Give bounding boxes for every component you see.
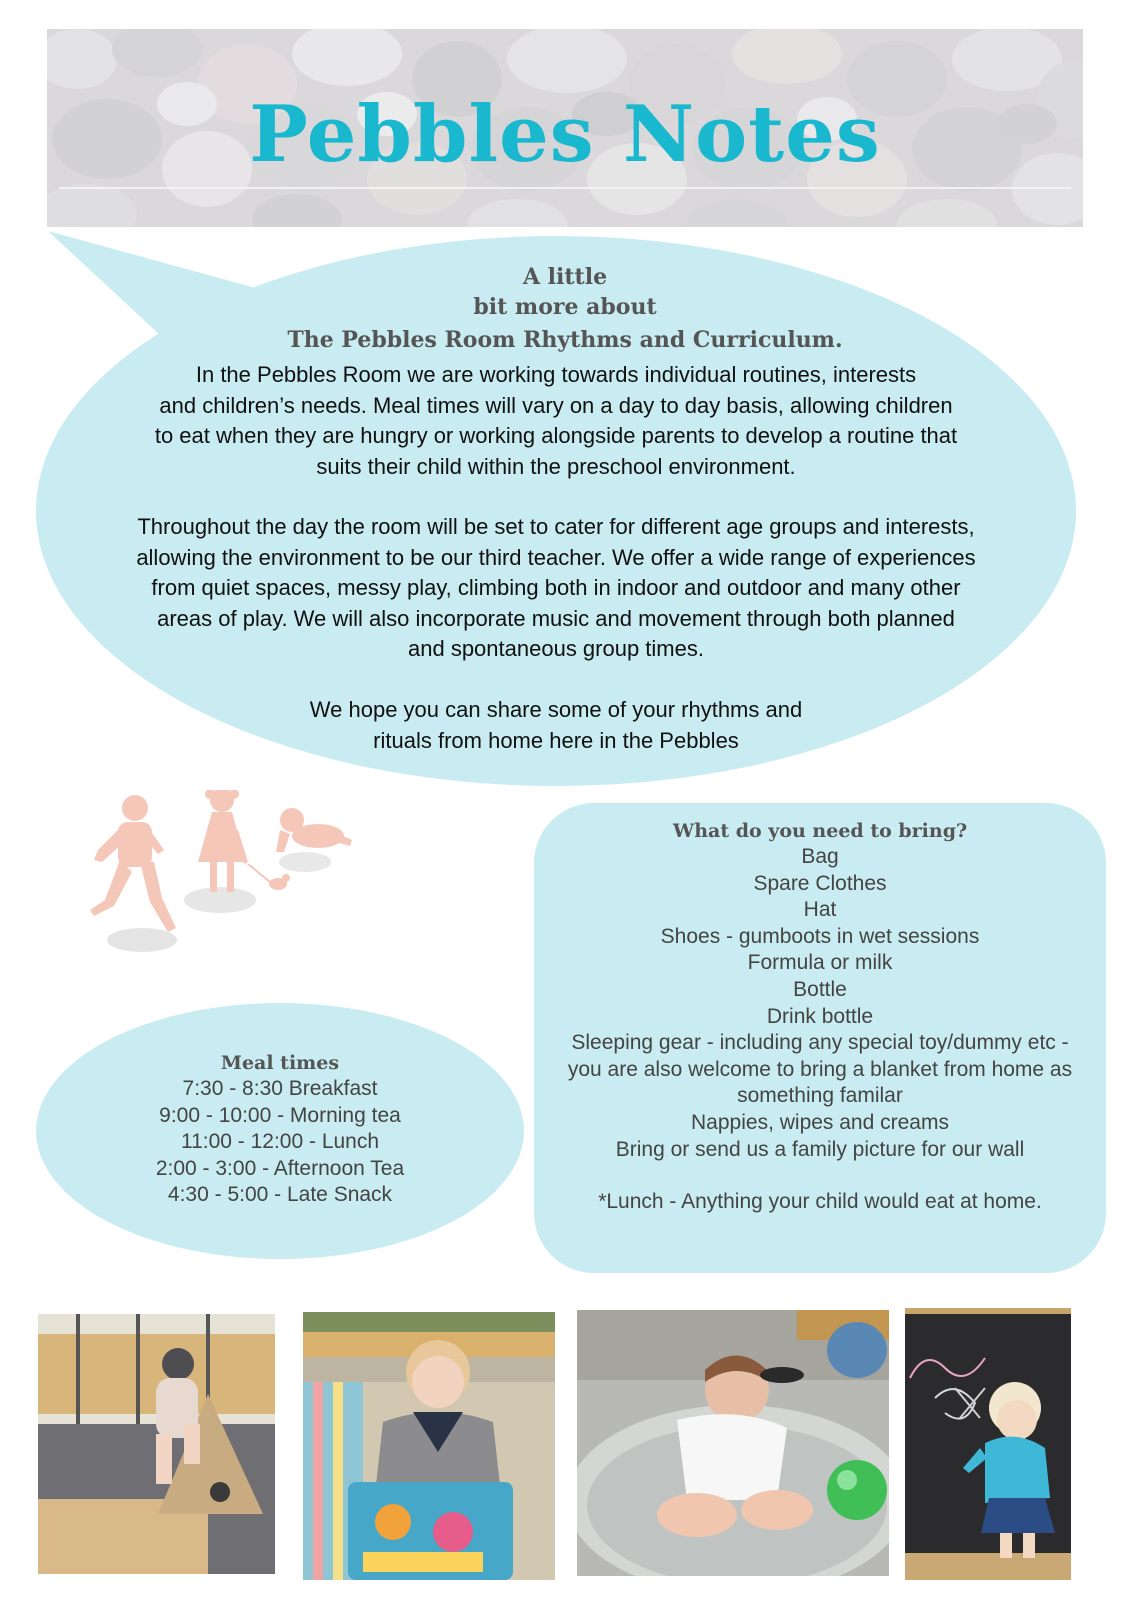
page-title: Pebbles Notes [249, 89, 881, 180]
text-line: Throughout the day the room will be set to cater for different age groups and interests, [137, 514, 975, 539]
list-item: something familar [737, 1084, 903, 1108]
photo-child-water-play [577, 1310, 889, 1576]
meal-times-list [36, 1050, 524, 1209]
text-line: and spontaneous group times. [408, 636, 704, 661]
list-item: 9:00 - 10:00 - Morning tea [159, 1103, 401, 1127]
text-line: to eat when they are hungry or working alongside parents to develop a routine that [154, 423, 958, 448]
list-item: 7:30 - 8:30 Breakfast [182, 1077, 378, 1100]
intro-paragraph-1 [56, 360, 1056, 482]
photo-child-chalkboard [905, 1308, 1071, 1580]
list-item: Sleeping gear - including any special toy/dummy etc - [571, 1031, 1069, 1055]
list-item: you are also welcome to bring a blanket from home as [567, 1057, 1073, 1081]
text-line: rituals from home here in the Pebbles [373, 727, 739, 753]
list-item: 4:30 - 5:00 - Late Snack [167, 1183, 393, 1207]
text-line: We hope you can share some of your rhythms and [309, 697, 803, 722]
photo-child-climbing [38, 1314, 275, 1574]
text-line: In the Pebbles Room we are working towards individual routines, interests [195, 362, 917, 387]
list-item: Shoes - gumboots in wet sessions [660, 924, 980, 948]
list-item: Hat [803, 898, 837, 922]
text-line: suits their child within the preschool environment. [316, 453, 796, 479]
list-item: 11:00 - 12:00 - Lunch [180, 1130, 380, 1154]
intro-heading [0, 262, 1130, 355]
intro-heading-line-1: A little [522, 264, 608, 290]
text-line: and children’s needs. Meal times will vary on a day to day basis, allowing children [159, 392, 953, 418]
text-line: areas of play. We will also incorporate music and movement through both planned [157, 605, 955, 631]
intro-heading-line-2: bit more about [473, 294, 657, 320]
list-item: Bottle [793, 977, 847, 1001]
intro-heading-line-3: The Pebbles Room Rhythms and Curriculum. [287, 327, 843, 353]
list-item: Formula or milk [747, 951, 893, 975]
text-line: allowing the environment to be our third teacher. We offer a wide range of experiences [136, 544, 976, 570]
lunch-note: *Lunch - Anything your child would eat at home. [598, 1190, 1042, 1214]
bring-list-title: What do you need to bring? [672, 820, 968, 842]
bring-list [534, 818, 1106, 1216]
list-item: 2:00 - 3:00 - Afternoon Tea [155, 1156, 405, 1180]
intro-paragraph-2 [56, 512, 1056, 665]
list-item: Bring or send us a family picture for our wall [615, 1137, 1025, 1161]
list-item: Bag [801, 845, 839, 868]
list-item: Drink bottle [766, 1004, 874, 1028]
text-line: from quiet spaces, messy play, climbing both in indoor and outdoor and many other [151, 575, 961, 600]
list-item: Spare Clothes [753, 871, 887, 895]
photo-child-reading [303, 1312, 555, 1580]
meal-times-title: Meal times [220, 1052, 340, 1074]
children-on-pebbles-illustration [80, 790, 370, 960]
intro-paragraph-3 [56, 695, 1056, 756]
list-item: Nappies, wipes and creams [691, 1110, 949, 1134]
